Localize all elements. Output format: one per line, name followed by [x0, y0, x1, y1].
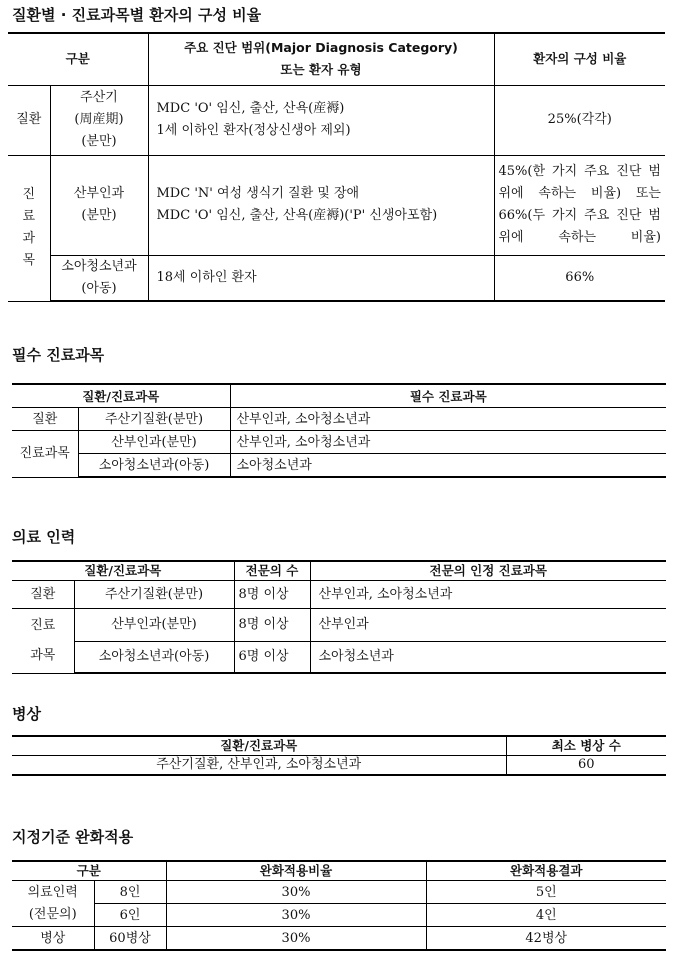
section-title-required-depts: 필수 진료과목	[12, 346, 105, 364]
row-dept: 소아청소년과	[310, 642, 666, 674]
row1-mdc: MDC 'O' 임신, 출산, 산욕(産褥) 1세 이하인 환자(정상신생아 제외)	[148, 85, 494, 155]
category-department: 진료 과목	[12, 609, 74, 674]
header-relax-rate: 완화적용비율	[166, 861, 426, 881]
section-title-medical-staff: 의료 인력	[12, 528, 76, 546]
row-subcategory: 주산기질환(분만)	[74, 581, 234, 609]
row-count: 8명 이상	[234, 581, 310, 609]
row2-mdc: MDC 'N' 여성 생식기 질환 및 장애 MDC 'O' 임신, 출산, 산욕(産褥)('P' 신생아포함)	[148, 155, 494, 255]
row-required: 산부인과, 소아청소년과	[230, 408, 666, 431]
row-subcategory: 소아청소년과(아동)	[78, 454, 230, 478]
beds-count: 60	[506, 756, 666, 776]
category-specialist: (전문의)	[12, 904, 94, 927]
required-departments-table	[12, 383, 666, 478]
row1-subcategory: 주산기 (周産期) (분만)	[50, 85, 148, 155]
header-min-beds: 최소 병상 수	[506, 736, 666, 756]
row3-subcategory: 소아청소년과 (아동)	[50, 255, 148, 301]
row-result: 42병상	[426, 927, 666, 951]
row-rate: 30%	[166, 927, 426, 951]
header-disease-dept: 질환/진료과목	[12, 736, 506, 756]
section-title-composition: 질환별 · 진료과목별 환자의 구성 비율	[12, 6, 262, 24]
row-required: 산부인과, 소아청소년과	[230, 431, 666, 454]
category-beds: 병상	[12, 927, 94, 951]
header-disease-dept: 질환/진료과목	[12, 384, 230, 408]
row1-ratio: 25%(각각)	[494, 85, 665, 155]
row-result: 5인	[426, 881, 666, 904]
header-relax-result: 완화적용결과	[426, 861, 666, 881]
row-rate: 30%	[166, 881, 426, 904]
category-staff: 의료인력	[12, 881, 94, 904]
header-specialist-dept: 전문의 인정 진료과목	[310, 561, 666, 581]
header-specialist-count: 전문의 수	[234, 561, 310, 581]
row-required: 소아청소년과	[230, 454, 666, 478]
row-base: 8인	[94, 881, 166, 904]
row-subcategory: 소아청소년과(아동)	[74, 642, 234, 674]
row3-ratio: 66%	[494, 255, 665, 301]
category-disease: 질환	[12, 408, 78, 431]
row-base: 6인	[94, 904, 166, 927]
row-count: 6명 이상	[234, 642, 310, 674]
row3-mdc: 18세 이하인 환자	[148, 255, 494, 301]
header-gubun: 구분	[12, 861, 166, 881]
row-count: 8명 이상	[234, 609, 310, 642]
row-rate: 30%	[166, 904, 426, 927]
row-subcategory: 산부인과(분만)	[78, 431, 230, 454]
category-department: 진료과목	[12, 431, 78, 478]
row2-ratio: 45%(한 가지 주요 진단 범위에 속하는 비율) 또는 66%(두 가지 주요 진단 범위에 속하는 비율)	[494, 155, 665, 255]
row-dept: 산부인과, 소아청소년과	[310, 581, 666, 609]
header-mdc: 주요 진단 범위(Major Diagnosis Category) 또는 환자 유형	[148, 33, 494, 85]
beds-table	[12, 735, 666, 776]
row-base: 60병상	[94, 927, 166, 951]
row-subcategory: 주산기질환(분만)	[78, 408, 230, 431]
category-disease: 질환	[8, 85, 50, 155]
header-disease-dept: 질환/진료과목	[12, 561, 234, 581]
row2-subcategory: 산부인과 (분만)	[50, 155, 148, 255]
relaxation-table	[12, 860, 666, 951]
composition-ratio-table	[8, 32, 665, 302]
header-ratio: 환자의 구성 비율	[494, 33, 665, 85]
header-gubun: 구분	[8, 33, 148, 85]
row-result: 4인	[426, 904, 666, 927]
row-dept: 산부인과	[310, 609, 666, 642]
section-title-beds: 병상	[12, 705, 41, 723]
section-title-relaxation: 지정기준 완화적용	[12, 828, 134, 846]
category-department: 진 료 과 목	[8, 155, 50, 301]
beds-departments: 주산기질환, 산부인과, 소아청소년과	[12, 756, 506, 776]
row-subcategory: 산부인과(분만)	[74, 609, 234, 642]
header-required-dept: 필수 진료과목	[230, 384, 666, 408]
medical-staff-table	[12, 560, 666, 674]
category-disease: 질환	[12, 581, 74, 609]
